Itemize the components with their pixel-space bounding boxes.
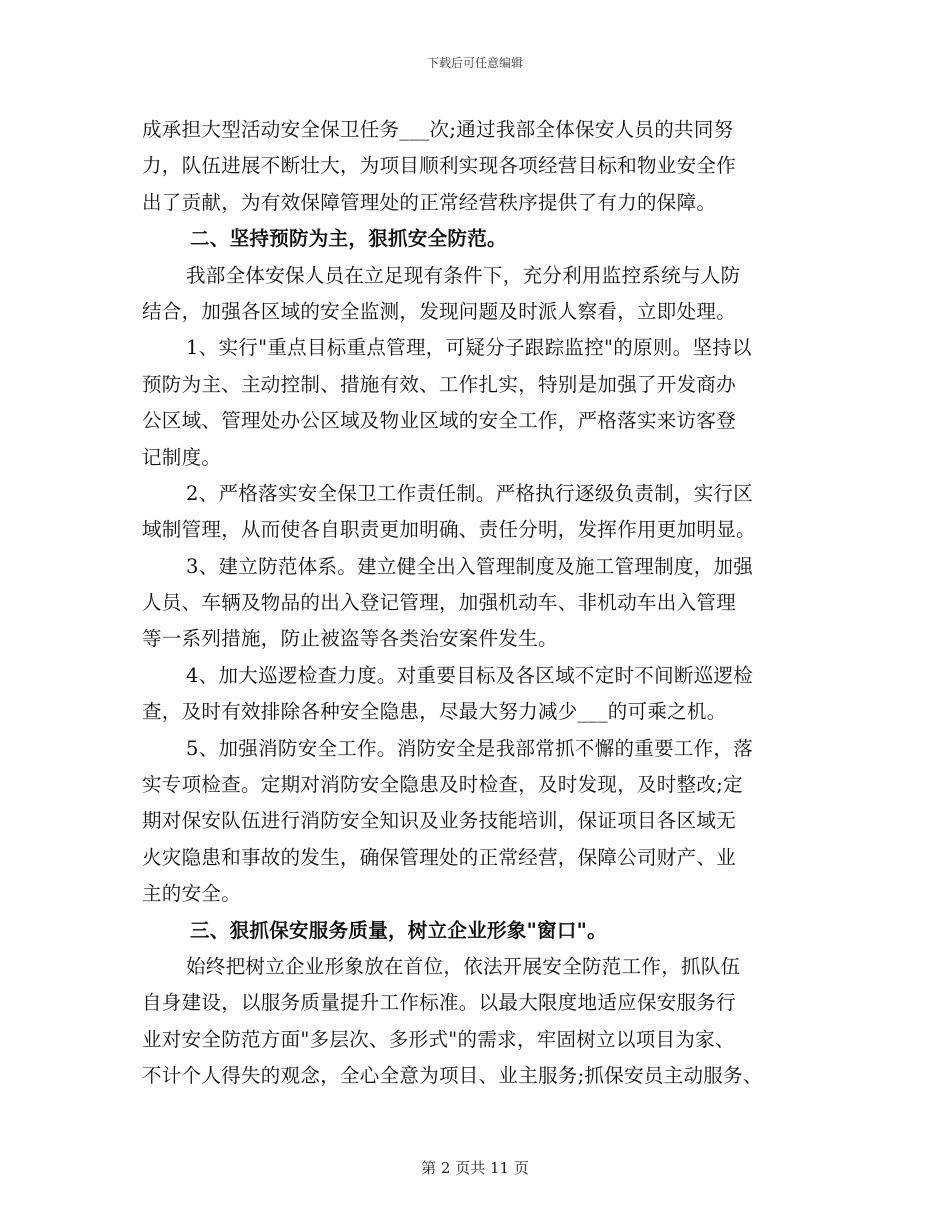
section-heading: 三、狠抓保安服务质量，树立企业形象"窗口"。 xyxy=(190,918,607,942)
text-line: 人员、车辆及物品的出入登记管理，加强机动车、非机动车出入管理 xyxy=(142,591,737,615)
paragraph-first-line: 5、加强消防安全工作。消防安全是我部常抓不懈的重要工作，落 xyxy=(186,736,754,760)
text-line: 等一系列措施，防止被盗等各类治安案件发生。 xyxy=(142,627,558,651)
text-line: 出了贡献，为有效保障管理处的正常经营秩序提供了有力的保障。 xyxy=(142,190,717,214)
text-line: 预防为主、主动控制、措施有效、工作扎实，特别是加强了开发商办 xyxy=(142,372,737,396)
text-line: 自身建设，以服务质量提升工作标准。以最大限度地适应保安服务行 xyxy=(142,991,737,1015)
paragraph-first-line: 我部全体安保人员在立足现有条件下，充分利用监控系统与人防 xyxy=(186,263,741,287)
text-line: 力，队伍进展不断壮大，为项目顺利实现各项经营目标和物业安全作 xyxy=(142,154,737,178)
text-line: 结合，加强各区域的安全监测，发现问题及时派人察看，立即处理。 xyxy=(142,299,737,323)
text-line: 域制管理，从而使各自职责更加明确、责任分明，发挥作用更加明显。 xyxy=(142,518,756,542)
text-line: 主的安全。 xyxy=(142,882,242,906)
text-line: 火灾隐患和事故的发生，确保管理处的正常经营，保障公司财产、业 xyxy=(142,845,737,869)
paragraph-first-line: 3、建立防范体系。建立健全出入管理制度及施工管理制度，加强 xyxy=(186,554,754,578)
text-line: 实专项检查。定期对消防安全隐患及时检查，及时发现，及时整改;定 xyxy=(142,773,743,797)
text-line: 成承担大型活动安全保卫任务___次;通过我部全体保安人员的共同努 xyxy=(142,118,734,141)
text-line: 公区域、管理处办公区域及物业区域的安全工作，严格落实来访客登 xyxy=(142,409,737,433)
paragraph-first-line: 4、加大巡逻检查力度。对重要目标及各区域不定时不间断巡逻检 xyxy=(186,663,754,687)
text-line: 记制度。 xyxy=(142,445,222,469)
paragraph-first-line: 2、严格落实安全保卫工作责任制。严格执行逐级负责制，实行区 xyxy=(186,481,754,505)
text-line: 期对保安队伍进行消防安全知识及业务技能培训，保证项目各区域无 xyxy=(142,809,737,833)
paragraph-first-line: 1、实行"重点目标重点管理，可疑分子跟踪监控"的原则。坚持以 xyxy=(186,336,752,360)
document-body xyxy=(142,112,822,1095)
text-line: 查，及时有效排除各种安全隐患，尽最大努力减少___的可乘之机。 xyxy=(142,700,727,724)
paragraph-first-line: 始终把树立企业形象放在首位，依法开展安全防范工作，抓队伍 xyxy=(186,954,741,978)
page-header: 下载后可任意编辑 xyxy=(426,56,523,70)
page-footer: 第 2 页共 11 页 xyxy=(421,1159,529,1177)
section-heading: 二、坚持预防为主，狠抓安全防范。 xyxy=(190,227,507,251)
text-line: 业对安全防范方面"多层次、多形式"的需求，牢固树立以项目为家、 xyxy=(142,1027,735,1051)
text-line: 不计个人得失的观念，全心全意为项目、业主服务;抓保安员主动服务、 xyxy=(142,1064,763,1088)
